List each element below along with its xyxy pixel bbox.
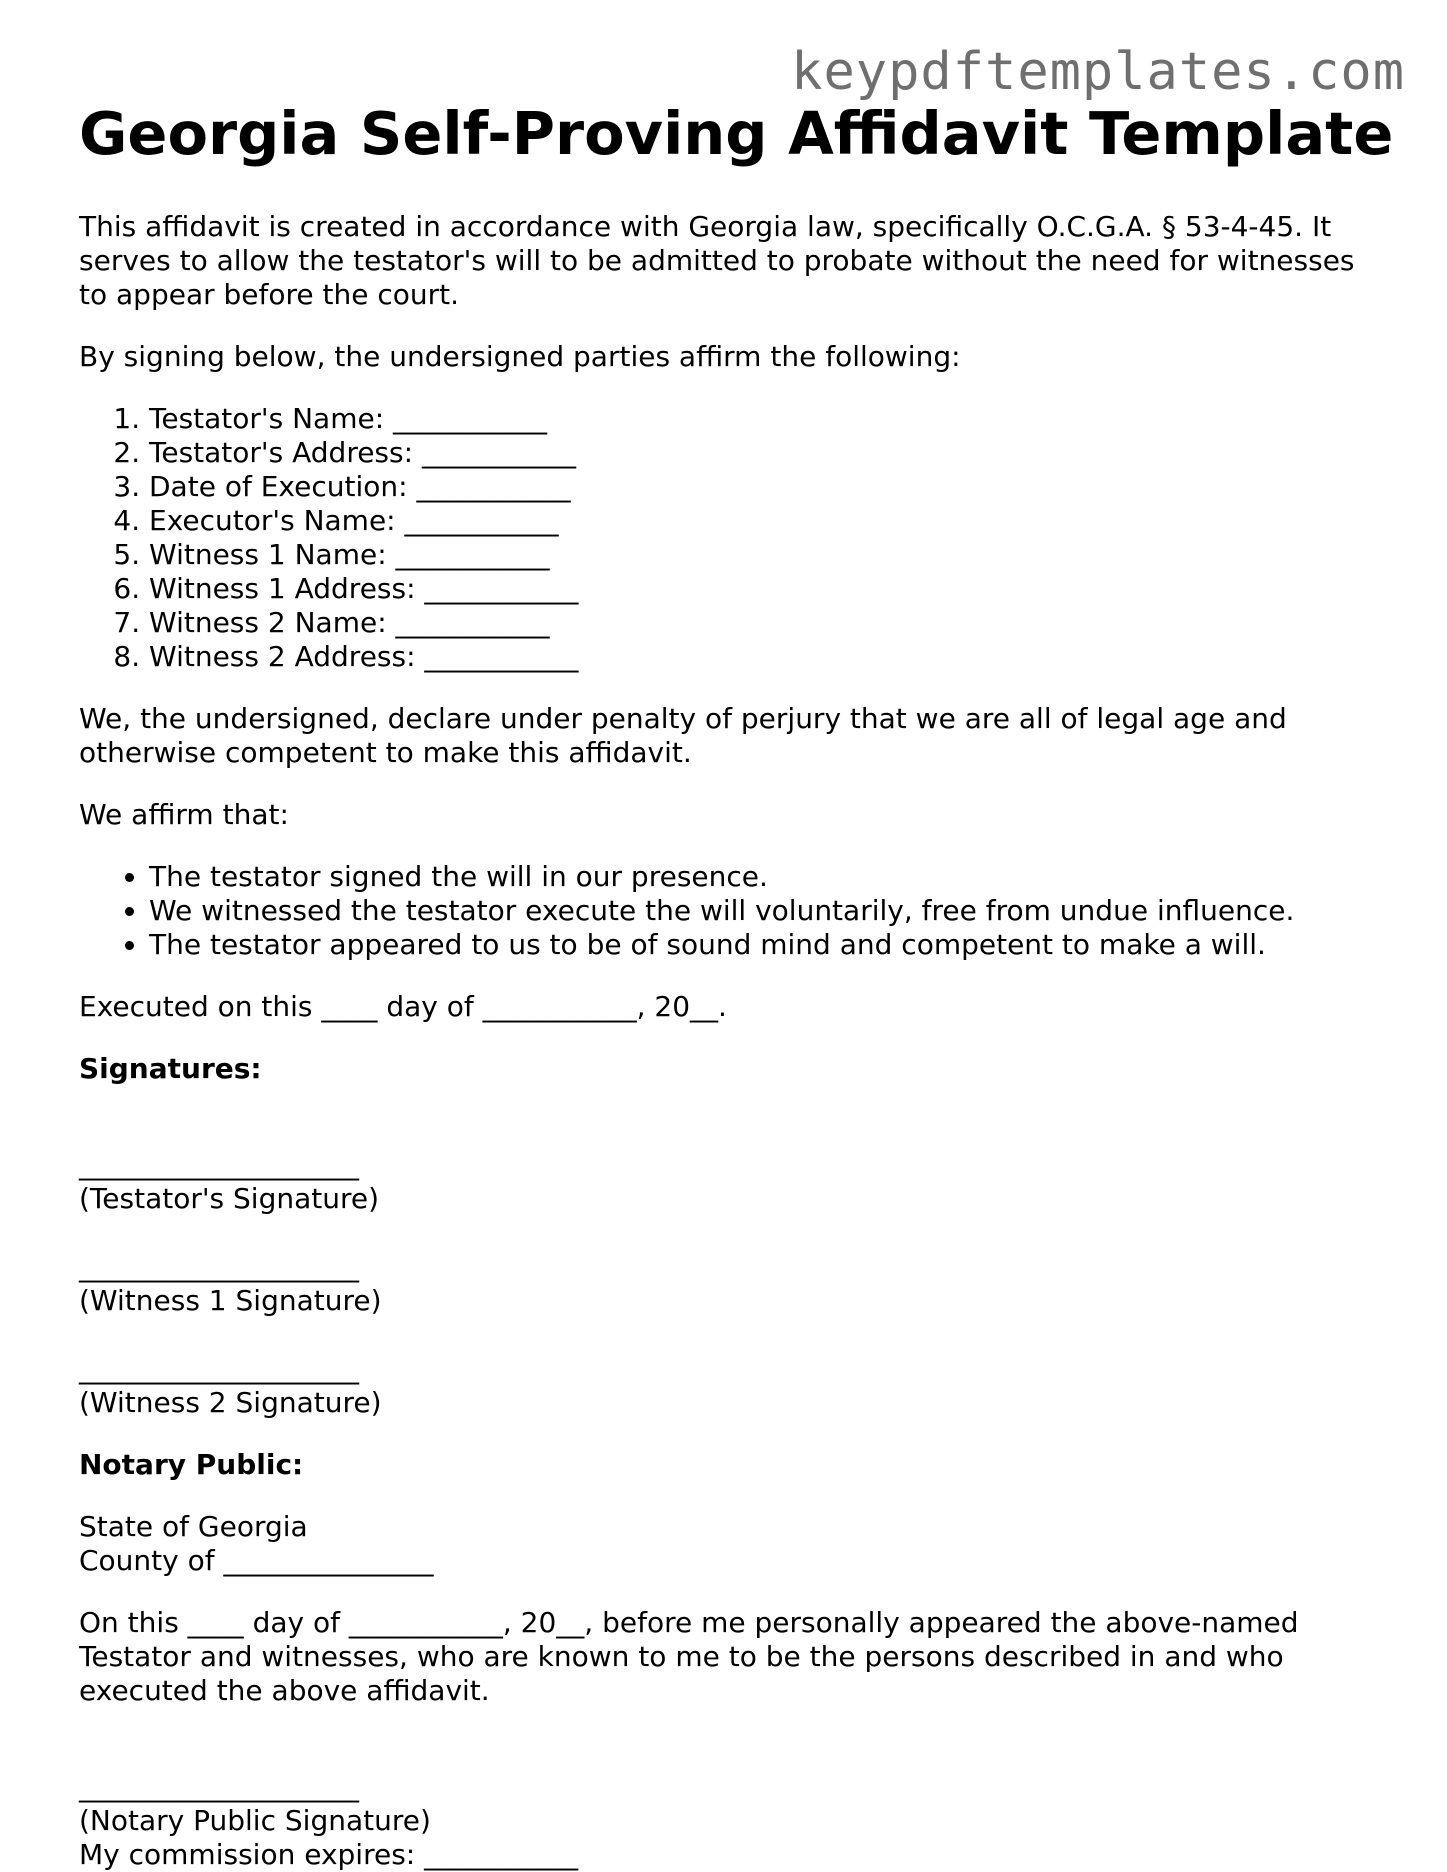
notary-line: executed the above affidavit. xyxy=(79,1673,490,1707)
declaration-line: We, the undersigned, declare under penalty of perjury that we are all of legal age and xyxy=(79,701,1287,735)
notary-heading: Notary Public: xyxy=(79,1447,304,1481)
field-item: 3. Date of Execution: ___________ xyxy=(149,470,1379,504)
intro-line: to appear before the court. xyxy=(79,277,460,311)
signature-block-witness-1 xyxy=(79,1216,1379,1318)
declaration-line: otherwise competent to make this affidavit. xyxy=(79,735,692,769)
signature-block-witness-2 xyxy=(79,1318,1379,1420)
affirmation-item: • The testator appeared to us to be of sound mind and competent to make a will. xyxy=(149,928,1379,962)
signatures-heading: Signatures: xyxy=(79,1051,262,1085)
field-item: 6. Witness 1 Address: ___________ xyxy=(149,572,1379,606)
signature-line: ____________________ xyxy=(79,1351,359,1385)
intro-line: This affidavit is created in accordance with Georgia law, specifically O.C.G.A. § 53-4-45. It xyxy=(79,209,1332,243)
field-item: 2. Testator's Address: ___________ xyxy=(149,436,1379,470)
venue-block xyxy=(79,1510,1379,1578)
state-line: State of Georgia xyxy=(79,1509,308,1543)
declaration-paragraph xyxy=(79,702,1379,770)
field-item: 1. Testator's Name: ___________ xyxy=(149,402,1379,436)
field-item: 8. Witness 2 Address: ___________ xyxy=(149,640,1379,674)
affirmation-item: • We witnessed the testator execute the will voluntarily, free from undue influence. xyxy=(149,894,1379,928)
signature-line: ____________________ xyxy=(79,1769,359,1803)
notary-paragraph xyxy=(79,1606,1379,1708)
commission-line: My commission expires: ___________ xyxy=(79,1837,579,1871)
we-affirm-label: We affirm that: xyxy=(79,797,289,831)
signature-block-testator xyxy=(79,1114,1379,1216)
site-watermark: keypdftemplates.com xyxy=(791,42,1405,102)
page-title: Georgia Self-Proving Affidavit Template xyxy=(79,99,1394,168)
affirmation-list xyxy=(79,860,1379,962)
intro-paragraph xyxy=(79,210,1379,312)
signature-caption: (Notary Public Signature) xyxy=(79,1803,431,1837)
field-list xyxy=(79,402,1379,674)
executed-line: Executed on this ____ day of ___________, 20__. xyxy=(79,989,727,1023)
affirmation-item: • The testator signed the will in our presence. xyxy=(149,860,1379,894)
field-item: 7. Witness 2 Name: ___________ xyxy=(149,606,1379,640)
affirm-intro: By signing below, the undersigned parties affirm the following: xyxy=(79,339,961,373)
field-item: 4. Executor's Name: ___________ xyxy=(149,504,1379,538)
affidavit-document xyxy=(79,99,1394,1872)
notary-line: Testator and witnesses, who are known to me to be the persons described in and who xyxy=(79,1639,1284,1673)
signature-caption: (Testator's Signature) xyxy=(79,1181,380,1215)
county-line: County of _______________ xyxy=(79,1543,434,1577)
signature-caption: (Witness 1 Signature) xyxy=(79,1283,382,1317)
notary-line: On this ____ day of ___________, 20__, before me personally appeared the above-named xyxy=(79,1605,1299,1639)
signature-line: ____________________ xyxy=(79,1249,359,1283)
field-item: 5. Witness 1 Name: ___________ xyxy=(149,538,1379,572)
intro-line: serves to allow the testator's will to be admitted to probate without the need for witnesses xyxy=(79,243,1355,277)
notary-signature-block xyxy=(79,1736,1379,1872)
signature-caption: (Witness 2 Signature) xyxy=(79,1385,382,1419)
signature-line: ____________________ xyxy=(79,1147,359,1181)
